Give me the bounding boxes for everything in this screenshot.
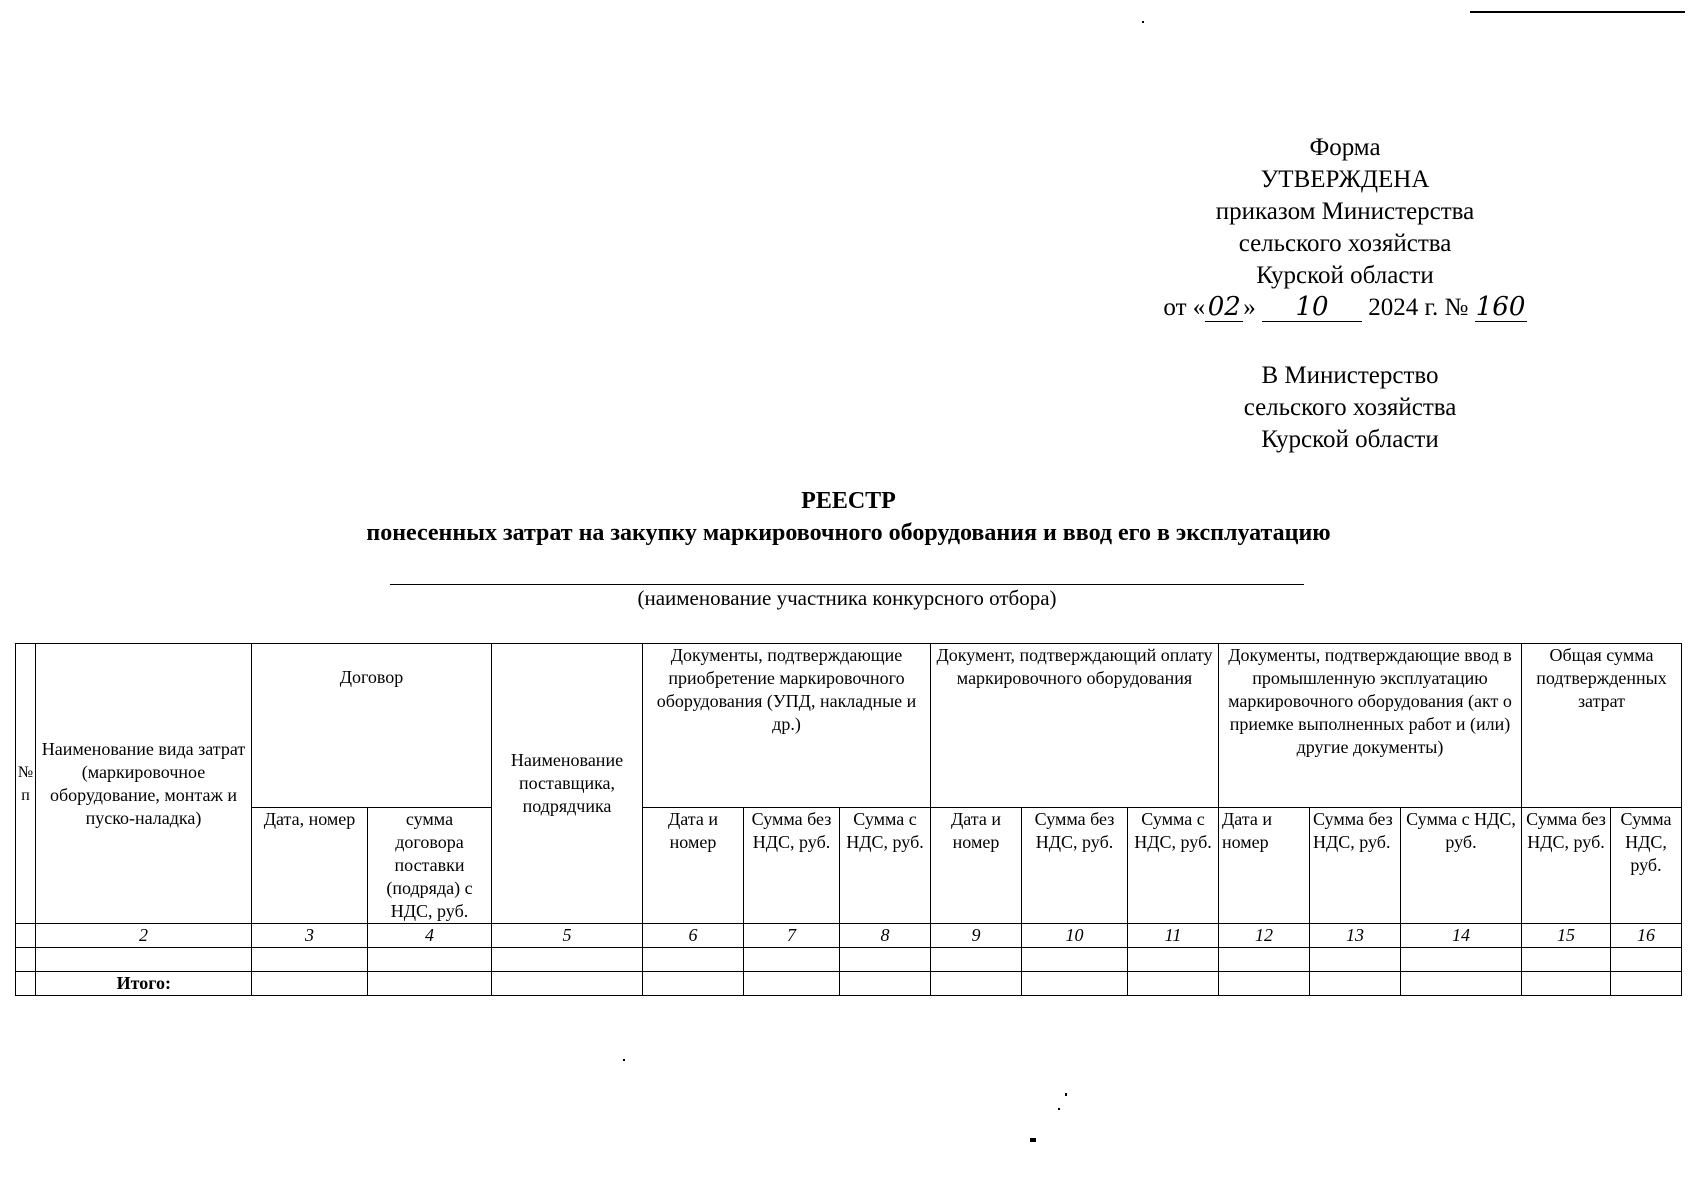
header-purchase-no-vat: Сумма без НДС, руб. [744, 808, 840, 924]
column-number: 7 [744, 924, 840, 948]
scan-speck [623, 1059, 625, 1061]
scan-speck [1065, 1093, 1067, 1096]
table-cell[interactable] [840, 948, 931, 972]
table-cell[interactable] [1401, 972, 1522, 996]
table-cell[interactable] [492, 948, 643, 972]
column-number: 15 [1522, 924, 1611, 948]
table-cell[interactable] [252, 948, 368, 972]
table-cell[interactable] [1310, 972, 1401, 996]
header-commissioning-no-vat: Сумма без НДС, руб. [1310, 808, 1401, 924]
table-cell[interactable] [36, 948, 252, 972]
column-number: 5 [492, 924, 643, 948]
table-header-row-2 [16, 808, 1682, 924]
table-cell[interactable] [1219, 972, 1310, 996]
order-year: 2024 г. № [1368, 294, 1469, 321]
form-label: Форма [1309, 134, 1381, 161]
table-cell[interactable] [1022, 948, 1128, 972]
table-cell[interactable] [1611, 948, 1682, 972]
column-number: 6 [643, 924, 744, 948]
total-label: Итого: [36, 972, 252, 996]
table-cell[interactable] [643, 972, 744, 996]
table-cell[interactable] [931, 948, 1022, 972]
table-cell[interactable] [1219, 948, 1310, 972]
header-total-no-vat: Сумма без НДС, руб. [1522, 808, 1611, 924]
header-contract: Договор [252, 644, 492, 808]
table-cell[interactable] [1522, 972, 1611, 996]
page-title: РЕЕСТР [801, 488, 896, 514]
table-cell[interactable] [744, 972, 840, 996]
column-number: 16 [1611, 924, 1682, 948]
header-payment-vat: Сумма с НДС, руб. [1128, 808, 1219, 924]
table-cell[interactable] [368, 948, 492, 972]
header-total-vat: Сумма НДС, руб. [1611, 808, 1682, 924]
scan-artifact-line [1470, 11, 1685, 13]
column-number: 13 [1310, 924, 1401, 948]
approval-block [1130, 132, 1560, 324]
column-number: 8 [840, 924, 931, 948]
order-number: 160 [1475, 292, 1526, 322]
header-commissioning-vat: Сумма с НДС, руб. [1401, 808, 1522, 924]
table-cell[interactable] [744, 948, 840, 972]
column-number: 9 [931, 924, 1022, 948]
scan-speck [1058, 1108, 1060, 1110]
header-total-costs: Общая сумма подтвержденных затрат [1522, 644, 1682, 808]
column-number: 2 [36, 924, 252, 948]
order-month: 10 [1262, 293, 1362, 322]
header-contract-sum: сумма договора поставки (подряда) с НДС, руб. [368, 808, 492, 924]
order-date-line [1130, 292, 1560, 324]
table-row [16, 948, 1682, 972]
table-cell[interactable] [492, 972, 643, 996]
scan-speck [1142, 21, 1144, 23]
participant-name-line [390, 584, 1304, 585]
header-payment-no-vat: Сумма без НДС, руб. [1022, 808, 1128, 924]
column-number-row [16, 924, 1682, 948]
table-header-row-1 [16, 644, 1682, 808]
header-cost-type: Наименование вида затрат (маркировочное оборудование, монтаж и пуско-наладка) [36, 644, 252, 924]
table-cell[interactable] [643, 948, 744, 972]
column-number: 14 [1401, 924, 1522, 948]
header-payment-doc: Документ, подтверждающий оплату маркировочного оборудования [931, 644, 1219, 808]
column-number: 12 [1219, 924, 1310, 948]
header-commissioning-docs: Документы, подтверждающие ввод в промышленную эксплуатацию маркировочного оборудования (акт о приемке выполненных работ и (или) другие документы) [1219, 644, 1522, 808]
header-contract-date: Дата, номер [252, 808, 368, 924]
header-commissioning-date: Дата и номер [1219, 808, 1310, 924]
order-line-3: Курской области [1256, 262, 1434, 289]
table-cell[interactable] [1522, 948, 1611, 972]
table-cell[interactable] [16, 948, 36, 972]
header-number: № п [16, 644, 36, 924]
order-line-2: сельского хозяйства [1238, 230, 1452, 257]
addressee-block [1200, 360, 1500, 456]
addressee-line-1: В Министерство [1261, 362, 1439, 389]
header-purchase-date: Дата и номер [643, 808, 744, 924]
total-row [16, 972, 1682, 996]
table-cell[interactable] [1022, 972, 1128, 996]
approved-label: УТВЕРЖДЕНА [1260, 166, 1430, 193]
table-cell[interactable] [252, 972, 368, 996]
page-subtitle: понесенных затрат на закупку маркировочного оборудования и ввод его в эксплуатацию [366, 520, 1331, 546]
column-number: 3 [252, 924, 368, 948]
header-purchase-docs: Документы, подтверждающие приобретение маркировочного оборудования (УПД, накладные и др.) [643, 644, 931, 808]
registry-table [15, 643, 1682, 996]
table-cell[interactable] [1128, 948, 1219, 972]
addressee-line-2: сельского хозяйства [1243, 394, 1457, 421]
column-number: 11 [1128, 924, 1219, 948]
header-purchase-vat: Сумма с НДС, руб. [840, 808, 931, 924]
addressee-line-3: Курской области [1261, 426, 1439, 453]
table-cell[interactable] [1310, 948, 1401, 972]
column-number: 4 [368, 924, 492, 948]
order-line-1: приказом Министерства [1215, 198, 1475, 225]
column-number [16, 924, 36, 948]
table-cell[interactable] [1128, 972, 1219, 996]
table-cell[interactable] [931, 972, 1022, 996]
table-cell[interactable] [840, 972, 931, 996]
participant-caption: (наименование участника конкурсного отбора) [637, 586, 1057, 610]
scan-speck [1030, 1138, 1036, 1142]
column-number: 10 [1022, 924, 1128, 948]
table-cell[interactable] [1611, 972, 1682, 996]
table-cell [16, 972, 36, 996]
table-cell[interactable] [1401, 948, 1522, 972]
order-day: 02 [1205, 293, 1243, 322]
header-supplier: Наименование поставщика, подрядчика [492, 644, 643, 924]
date-mid: » [1243, 294, 1256, 321]
table-cell[interactable] [368, 972, 492, 996]
date-prefix: от « [1163, 294, 1206, 321]
header-payment-date: Дата и номер [931, 808, 1022, 924]
